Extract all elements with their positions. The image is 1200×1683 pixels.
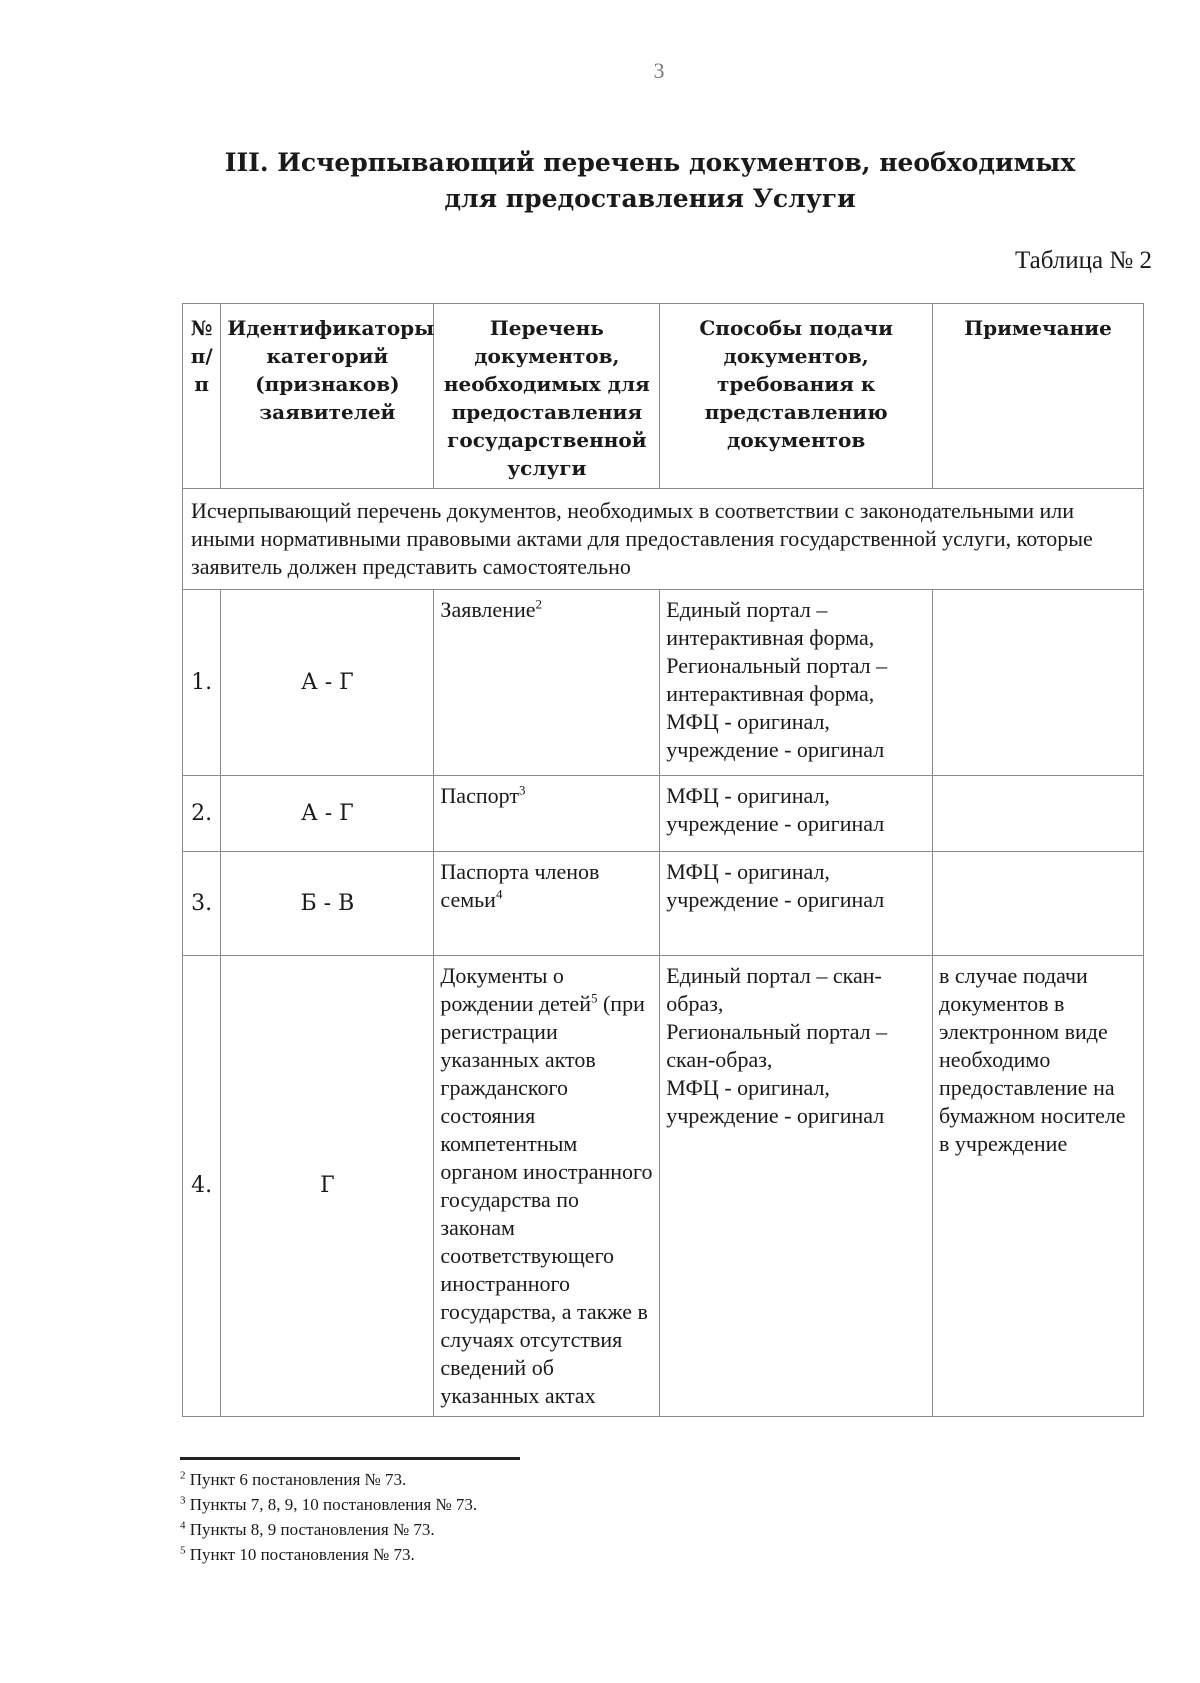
- footnote-item: [180, 1542, 477, 1567]
- heading-line-1: III. Исчерпывающий перечень документов, необходимых: [224, 148, 1076, 177]
- row-note: [933, 956, 1144, 1417]
- footnote-mark: 2: [180, 1469, 186, 1482]
- row-document: [434, 852, 660, 956]
- row-note: [933, 852, 1144, 956]
- page-number: 3: [653, 58, 665, 83]
- method-line: МФЦ - оригинал,: [666, 859, 830, 884]
- footnote-mark: 3: [180, 1494, 186, 1507]
- section-heading: [180, 145, 1120, 217]
- footnote-text: Пункт 10 постановления № 73.: [189, 1545, 415, 1564]
- row-category: А - Г: [221, 776, 434, 852]
- method-line: Единый портал – скан-: [666, 963, 882, 988]
- document-text: Заявление: [440, 597, 536, 622]
- table-row: [183, 776, 1144, 852]
- row-methods: [660, 852, 933, 956]
- method-line: МФЦ - оригинал,: [666, 709, 830, 734]
- footnote-item: [180, 1517, 477, 1542]
- row-methods: [660, 776, 933, 852]
- method-line: Региональный портал –: [666, 1019, 888, 1044]
- footnote-divider: [180, 1457, 520, 1460]
- header-methods: Способы подачи документов, требования к представлению документов: [660, 304, 933, 489]
- document-text: Паспорт: [440, 783, 519, 808]
- row-category: Б - В: [221, 852, 434, 956]
- row-note: [933, 776, 1144, 852]
- row-category: Г: [221, 956, 434, 1417]
- header-note: Примечание: [933, 304, 1144, 489]
- header-documents: Перечень документов, необходимых для предоставления государственной услуги: [434, 304, 660, 489]
- row-num: 4.: [183, 956, 221, 1417]
- footnote-ref: 4: [495, 886, 503, 902]
- table-row: [183, 590, 1144, 776]
- footnotes: [180, 1467, 477, 1567]
- row-document: [434, 590, 660, 776]
- method-line: учреждение - оригинал: [666, 1103, 885, 1128]
- footnote-item: [180, 1467, 477, 1492]
- row-document: [434, 776, 660, 852]
- table-label: Таблица № 2: [1014, 247, 1152, 274]
- documents-table: [182, 303, 1144, 1417]
- method-line: учреждение - оригинал: [666, 737, 885, 762]
- footnote-text: Пункт 6 постановления № 73.: [189, 1470, 407, 1489]
- footnote-ref: 3: [518, 782, 526, 798]
- row-num: 2.: [183, 776, 221, 852]
- footnote-mark: 5: [180, 1544, 186, 1557]
- document-text: Паспорта членов семьи: [440, 859, 600, 912]
- row-num: 3.: [183, 852, 221, 956]
- document-details: (при регистрации указанных актов гражданского состояния компетентным органом иностранного государства по законам соответствующего иностранного государства, а также в случаях отсутствия сведений об указанных актах: [440, 991, 653, 1408]
- method-line: интерактивная форма,: [666, 625, 875, 650]
- footnote-text: Пункты 7, 8, 9, 10 постановления № 73.: [189, 1495, 478, 1514]
- method-line: скан-образ,: [666, 1047, 773, 1072]
- row-methods: [660, 956, 933, 1417]
- footnote-ref: 5: [590, 990, 598, 1006]
- footnote-item: [180, 1492, 477, 1517]
- footnote-ref: 2: [535, 596, 542, 612]
- header-identifiers: Идентификаторы категорий (признаков) заявителей: [221, 304, 434, 489]
- footnote-mark: 4: [180, 1519, 186, 1532]
- row-num: 1.: [183, 590, 221, 776]
- method-line: Единый портал –: [666, 597, 828, 622]
- method-line: учреждение - оригинал: [666, 887, 885, 912]
- method-line: Региональный портал –: [666, 653, 888, 678]
- method-line: МФЦ - оригинал,: [666, 783, 830, 808]
- section-row: [183, 489, 1144, 590]
- method-line: МФЦ - оригинал,: [666, 1075, 830, 1100]
- table-row: [183, 852, 1144, 956]
- method-line: учреждение - оригинал: [666, 811, 885, 836]
- note-text: в случае подачи документов в электронном виде необходимо предоставление на бумажном носителе в учреждение: [939, 963, 1126, 1156]
- row-category: А - Г: [221, 590, 434, 776]
- heading-line-2: для предоставления Услуги: [444, 184, 856, 213]
- footnote-text: Пункты 8, 9 постановления № 73.: [189, 1520, 435, 1539]
- method-line: интерактивная форма,: [666, 681, 875, 706]
- header-num: № п/п: [183, 304, 221, 489]
- table-row: [183, 956, 1144, 1417]
- method-line: образ,: [666, 991, 724, 1016]
- row-methods: [660, 590, 933, 776]
- row-document: [434, 956, 660, 1417]
- table-header-row: [183, 304, 1144, 489]
- row-note: [933, 590, 1144, 776]
- section-title: Исчерпывающий перечень документов, необходимых в соответствии с законодательными или иными нормативными правовыми актами для предоставления государственной услуги, которые заявитель должен представить самостоятельно: [183, 489, 1144, 590]
- document-text: Документы о рождении детей: [440, 963, 591, 1016]
